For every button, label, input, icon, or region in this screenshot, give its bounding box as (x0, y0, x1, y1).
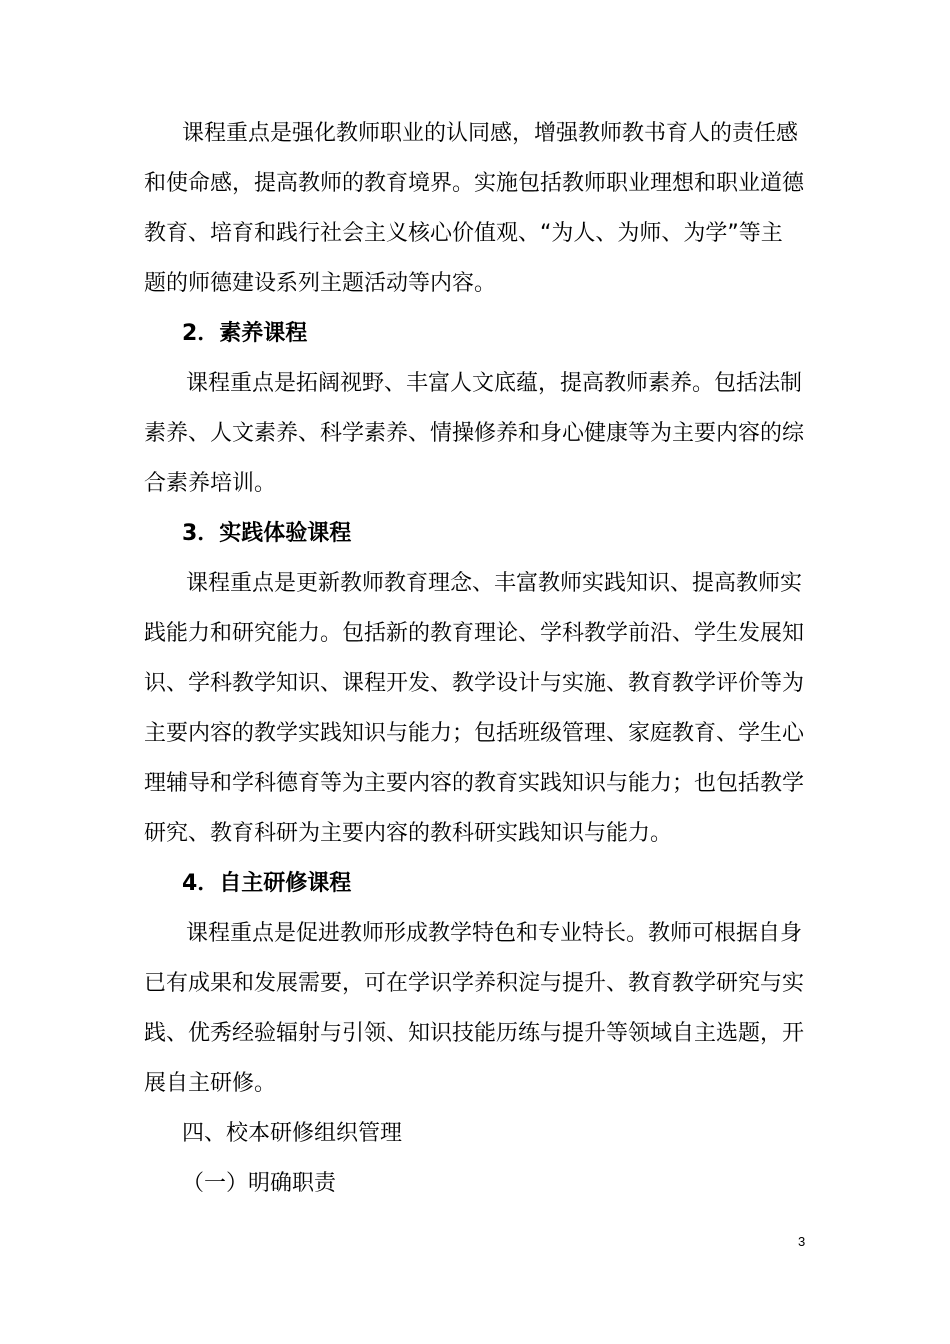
paragraph-line: 已有成果和发展需要，可在学识学养积淀与提升、教育教学研究与实 (144, 971, 805, 996)
section-heading: 3．实践体验课程 (182, 521, 352, 546)
paragraph-line: 课程重点是强化教师职业的认同感，增强教师教书育人的责任感 (182, 121, 799, 146)
section-heading: 2．素养课程 (182, 321, 308, 346)
paragraph-line: 践能力和研究能力。包括新的教育理论、学科教学前沿、学生发展知 (144, 621, 805, 646)
paragraph-line: 课程重点是更新教师教育理念、丰富教师实践知识、提高教师实 (186, 571, 803, 596)
paragraph-line: 教育、培育和践行社会主义核心价值观、“为人、为师、为学”等主 (144, 221, 783, 246)
paragraph-line: 素养、人文素养、科学素养、情操修养和身心健康等为主要内容的综 (144, 421, 805, 446)
paragraph-line: 和使命感，提高教师的教育境界。实施包括教师职业理想和职业道德 (144, 171, 805, 196)
section-heading: 4．自主研修课程 (182, 871, 352, 896)
section-title: 四、校本研修组织管理 (182, 1121, 403, 1146)
paragraph-line: 课程重点是拓阔视野、丰富人文底蕴，提高教师素养。包括法制 (186, 371, 803, 396)
paragraph-line: 展自主研修。 (144, 1071, 277, 1096)
paragraph-line: 题的师德建设系列主题活动等内容。 (144, 271, 497, 296)
paragraph-line: 理辅导和学科德育等为主要内容的教育实践知识与能力；也包括教学 (144, 771, 805, 796)
paragraph-line: 践、优秀经验辐射与引领、知识技能历练与提升等领域自主选题，开 (144, 1021, 805, 1046)
page-number: 3 (798, 1234, 806, 1249)
paragraph-line: 识、学科教学知识、课程开发、教学设计与实施、教育教学评价等为 (144, 671, 805, 696)
paragraph-line: 主要内容的教学实践知识与能力；包括班级管理、家庭教育、学生心 (144, 721, 805, 746)
paragraph-line: 合素养培训。 (144, 471, 277, 496)
paragraph-line: 课程重点是促进教师形成教学特色和专业特长。教师可根据自身 (186, 921, 803, 946)
paragraph-line: 研究、教育科研为主要内容的教科研实践知识与能力。 (144, 821, 673, 846)
subsection-title: （一）明确职责 (182, 1171, 337, 1196)
